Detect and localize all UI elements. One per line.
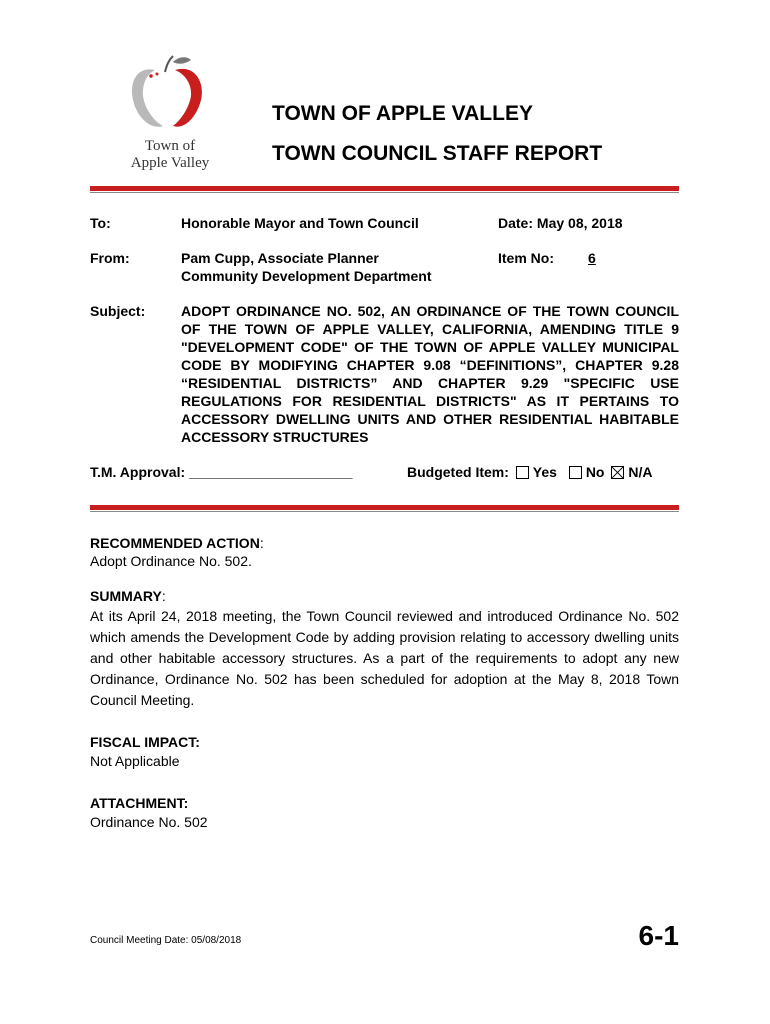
summary-colon: : — [161, 588, 166, 604]
summary-heading — [90, 586, 166, 607]
footer-meeting-date: Council Meeting Date: 05/08/2018 — [90, 935, 242, 946]
tm-approval-label: T.M. Approval: — [90, 464, 186, 480]
from-value — [181, 249, 431, 285]
page-number: 6-1 — [638, 920, 679, 951]
no-option-label: No — [585, 464, 605, 480]
subject-label: Subject: — [90, 303, 146, 319]
budgeted-item — [407, 463, 653, 481]
subject-text: ADOPT ORDINANCE NO. 502, AN ORDINANCE OF THE TOWN COUNCIL OF THE TOWN OF APPLE VALLEY, CALIFORNIA, AMENDING TITLE 9 "DEVELOPMENT CODE" OF THE TOWN OF APPLE VALLEY MUNICIPAL CODE BY MODIFYING CHAPTER 9.08 “DEFINITIONS”, CHAPTER 9.28 “RESIDENTIAL DISTRICTS” AND CHAPTER 9.29 "SPECIFIC USE REGULATIONS FOR RESIDENTIAL DISTRICTS" AS IT PERTAINS TO ACCESSORY DWELLING UNITS AND OTHER RESIDENTIAL HABITABLE ACCESSORY STRUCTURES — [181, 303, 679, 445]
yes-checkbox[interactable] — [516, 466, 529, 479]
apple-logo-icon — [115, 52, 225, 138]
date-value: May 08, 2018 — [536, 215, 623, 231]
date-label: Date: — [498, 215, 534, 231]
yes-option-label: Yes — [532, 464, 557, 480]
recommended-action-text: Adopt Ordinance No. 502. — [90, 553, 252, 569]
summary-title: SUMMARY — [90, 588, 162, 604]
attachment-heading: ATTACHMENT: — [90, 795, 189, 811]
to-value: Honorable Mayor and Town Council — [181, 215, 419, 231]
recommended-action-colon: : — [259, 535, 264, 551]
fiscal-impact-text: Not Applicable — [90, 753, 180, 769]
fiscal-impact-heading: FISCAL IMPACT: — [90, 734, 200, 750]
na-checkbox[interactable] — [611, 466, 624, 479]
town-logo — [115, 52, 225, 182]
no-checkbox[interactable] — [569, 466, 582, 479]
logo-line-1: Town of — [144, 138, 196, 154]
tm-approval-line: _____________________ — [189, 464, 353, 480]
tm-approval — [90, 463, 353, 481]
summary-text: At its April 24, 2018 meeting, the Town Council reviewed and introduced Ordinance No. 502 which amends the Development Code by adding provision relating to accessory dwelling units and other habitable accessory structures. As a part of the requirements to adopt any new Ordinance, Ordinance No. 502 has been scheduled for adoption at the May 8, 2018 Town Council Meeting. — [90, 608, 679, 708]
date-field — [498, 214, 623, 232]
to-label: To: — [90, 215, 111, 231]
logo-line-2: Apple Valley — [130, 155, 210, 171]
attachment-text: Ordinance No. 502 — [90, 814, 208, 830]
from-line-2: Community Development Department — [181, 268, 432, 284]
from-line-1: Pam Cupp, Associate Planner — [181, 250, 379, 266]
budgeted-item-label: Budgeted Item: — [407, 464, 509, 480]
header-divider — [90, 186, 679, 191]
item-number: 6 — [588, 250, 596, 266]
item-label: Item No: — [498, 250, 554, 266]
document-subtitle: TOWN COUNCIL STAFF REPORT — [272, 142, 603, 165]
recommended-action-title: RECOMMENDED ACTION — [90, 535, 260, 551]
na-option-label: N/A — [628, 464, 653, 480]
document-title: TOWN OF APPLE VALLEY — [272, 102, 533, 125]
section-divider — [90, 505, 679, 510]
from-label: From: — [90, 250, 130, 266]
